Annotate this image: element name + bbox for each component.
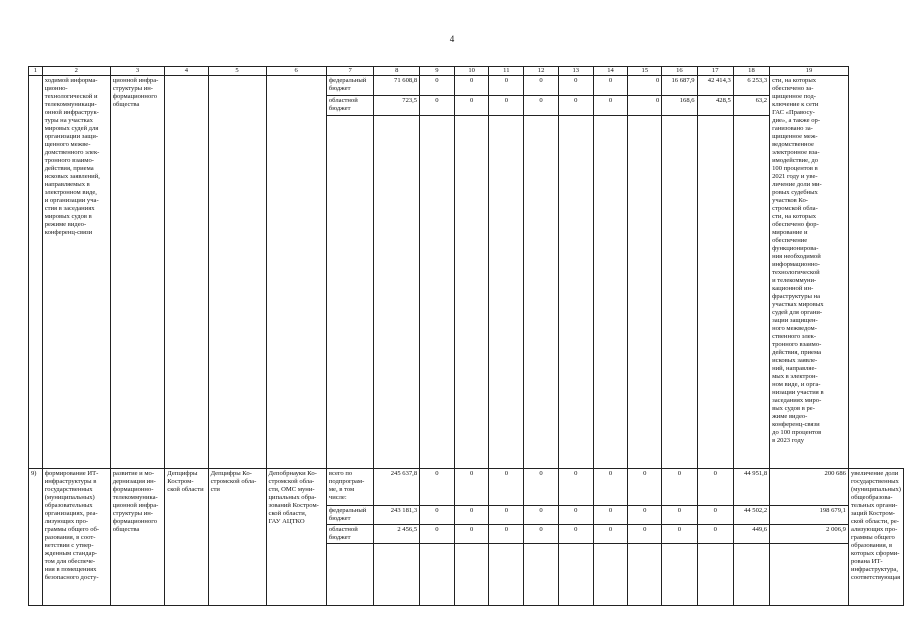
value-cell: 44 502,2	[733, 506, 769, 525]
empty-cell	[326, 116, 374, 469]
header-row	[29, 67, 904, 76]
value-cell: 449,6	[733, 525, 769, 544]
participants-cell: Депобрнауки Ко- стромской обла- сти, ОМС муни- ципальных обра- зований Костром- ской области, ГАУ АЦТКО	[266, 469, 326, 606]
value-cell: 0	[420, 506, 455, 525]
responsible-cell	[165, 76, 208, 469]
row-number-cell	[29, 76, 43, 469]
funding-source-cell: областной бюджет	[326, 525, 374, 544]
empty-cell	[326, 544, 374, 606]
value-cell: 200 686	[770, 469, 849, 506]
header-cell: 13	[558, 67, 593, 76]
value-cell: 0	[489, 506, 524, 525]
value-cell: 0	[524, 525, 559, 544]
program-direction-cell: ционной инфра- структуры ин- формационного общества	[110, 76, 165, 469]
value-cell: 723,5	[374, 96, 420, 116]
funding-source-cell: областной бюджет	[326, 96, 374, 116]
value-cell: 0	[662, 506, 697, 525]
executor-cell	[208, 76, 266, 469]
table-row	[29, 76, 904, 96]
value-cell: 0	[524, 96, 559, 116]
budget-table	[28, 66, 904, 606]
participants-cell	[266, 76, 326, 469]
value-cell: 198 679,1	[770, 506, 849, 525]
expected-result-cell: увеличение доли государственных (муниципальных) общеобразова- тельных органи- заций Костром- ской области, ре- ализующих про- граммы общего образования, в которых сформи- рована ИТ- инфраструктура, соответствующая	[848, 469, 903, 606]
header-cell: 5	[208, 67, 266, 76]
header-cell: 19	[770, 67, 849, 76]
header-cell: 10	[454, 67, 489, 76]
empty-cell	[374, 544, 420, 606]
value-cell: 0	[454, 96, 489, 116]
value-cell: 0	[662, 469, 697, 506]
empty-cell	[593, 544, 628, 606]
event-name-cell: формирование ИТ- инфраструктуры в государственных (муниципальных) образовательных организациях, реа- лизующих про- граммы общего об- разования, в соот- ветствии с утвер- жденным стандар- том для обеспече- ния в помещениях безопасного досту-	[42, 469, 110, 606]
value-cell: 0	[420, 469, 455, 506]
program-direction-cell: развитие и мо- дернизация ин- формационно- телекоммуника- ционной инфра- структуры ин- формационного общества	[110, 469, 165, 606]
value-cell: 0	[524, 506, 559, 525]
empty-cell	[770, 544, 849, 606]
value-cell: 0	[489, 525, 524, 544]
empty-cell	[558, 544, 593, 606]
value-cell: 0	[558, 96, 593, 116]
value-cell: 2 006,9	[770, 525, 849, 544]
empty-cell	[558, 116, 593, 469]
header-cell: 1	[29, 67, 43, 76]
value-cell: 0	[593, 525, 628, 544]
header-cell: 16	[662, 67, 697, 76]
value-cell: 0	[454, 76, 489, 96]
empty-cell	[524, 544, 559, 606]
value-cell: 0	[628, 469, 662, 506]
table-row	[29, 469, 904, 506]
header-cell: 17	[697, 67, 733, 76]
value-cell: 0	[558, 76, 593, 96]
value-cell: 428,5	[697, 96, 733, 116]
header-cell: 11	[489, 67, 524, 76]
value-cell: 0	[697, 469, 733, 506]
header-cell: 4	[165, 67, 208, 76]
value-cell: 0	[593, 76, 628, 96]
header-cell: 3	[110, 67, 165, 76]
empty-cell	[489, 544, 524, 606]
empty-cell	[628, 544, 662, 606]
value-cell: 0	[628, 525, 662, 544]
expected-result-cell: сти, на которых обеспечено за- щищенное под- ключение к сети ГАС «Правосу- дие», а также ор- ганизовано за- щищенное меж- ведомственное электронное вза- имодействие, до 100 процентов в 2021 году и уве- личение доли ми- ровых судебных участков Ко- стромской обла- сти, на которых обеспечено фор- мирование и обеспечение функционирова- ния необходимой информационно- технологической и телекоммуни- кационной ин- фраструктуры на участках мировых судей для органи- зации защищен- ного межведом- ственного элек- тронного взаимо- действия, приема исковых заявле- ний, направляе- мых в электрон- ном виде, и орга- низации участия в заседаниях миро- вых судов в ре- жиме видео- конференц-связи до 100 процентов в 2023 году	[770, 76, 849, 469]
value-cell: 0	[454, 525, 489, 544]
header-cell: 6	[266, 67, 326, 76]
header-cell: 14	[593, 67, 628, 76]
value-cell: 0	[558, 506, 593, 525]
value-cell: 42 414,3	[697, 76, 733, 96]
header-cell: 2	[42, 67, 110, 76]
value-cell: 0	[558, 469, 593, 506]
value-cell: 71 608,8	[374, 76, 420, 96]
empty-cell	[733, 544, 769, 606]
page-number: 4	[449, 34, 455, 44]
executor-cell: Депцифры Ко- стромской обла- сти	[208, 469, 266, 606]
value-cell: 0	[697, 506, 733, 525]
value-cell: 0	[420, 525, 455, 544]
funding-source-cell: всего по подпрограм- ме, в том числе:	[326, 469, 374, 506]
header-cell: 18	[733, 67, 769, 76]
value-cell: 0	[524, 469, 559, 506]
value-cell: 0	[628, 96, 662, 116]
value-cell: 0	[628, 76, 662, 96]
value-cell: 0	[524, 76, 559, 96]
value-cell: 63,2	[733, 96, 769, 116]
empty-cell	[662, 116, 697, 469]
empty-cell	[454, 116, 489, 469]
empty-cell	[628, 116, 662, 469]
value-cell: 245 637,8	[374, 469, 420, 506]
header-cell: 8	[374, 67, 420, 76]
value-cell: 0	[593, 506, 628, 525]
value-cell: 0	[454, 469, 489, 506]
value-cell: 16 687,9	[662, 76, 697, 96]
funding-source-cell: федеральный бюджет	[326, 76, 374, 96]
value-cell: 0	[697, 525, 733, 544]
value-cell: 243 181,3	[374, 506, 420, 525]
row-number-cell: 9)	[29, 469, 43, 606]
responsible-cell: Депцифры Костром- ской области	[165, 469, 208, 606]
empty-cell	[662, 544, 697, 606]
value-cell: 0	[593, 96, 628, 116]
value-cell: 0	[593, 469, 628, 506]
header-cell: 7	[326, 67, 374, 76]
header-cell: 9	[420, 67, 455, 76]
header-cell: 12	[524, 67, 559, 76]
value-cell: 0	[489, 469, 524, 506]
empty-cell	[697, 116, 733, 469]
value-cell: 0	[489, 76, 524, 96]
empty-cell	[733, 116, 769, 469]
empty-cell	[697, 544, 733, 606]
header-cell: 15	[628, 67, 662, 76]
empty-cell	[593, 116, 628, 469]
value-cell: 0	[454, 506, 489, 525]
event-name-cell: ходимой информа- ционно- технологической и телекоммуникаци- онной инфраструк- туры на участках мировых судей для организации защи- щенного межве- домственного элек- тронного взаимо- действия, приема исковых заявлений, направляемых в электронном виде, и организации уча- стия в заседаниях мировых судов в режиме видео- конференц-связи	[42, 76, 110, 469]
funding-source-cell: федеральный бюджет	[326, 506, 374, 525]
value-cell: 2 456,5	[374, 525, 420, 544]
value-cell: 0	[662, 525, 697, 544]
empty-cell	[454, 544, 489, 606]
value-cell: 0	[420, 76, 455, 96]
value-cell: 168,6	[662, 96, 697, 116]
empty-cell	[489, 116, 524, 469]
value-cell: 0	[489, 96, 524, 116]
empty-cell	[420, 544, 455, 606]
empty-cell	[374, 116, 420, 469]
value-cell: 0	[558, 525, 593, 544]
empty-cell	[524, 116, 559, 469]
value-cell: 0	[420, 96, 455, 116]
empty-cell	[420, 116, 455, 469]
value-cell: 0	[628, 506, 662, 525]
value-cell: 6 253,3	[733, 76, 769, 96]
value-cell: 44 951,8	[733, 469, 769, 506]
